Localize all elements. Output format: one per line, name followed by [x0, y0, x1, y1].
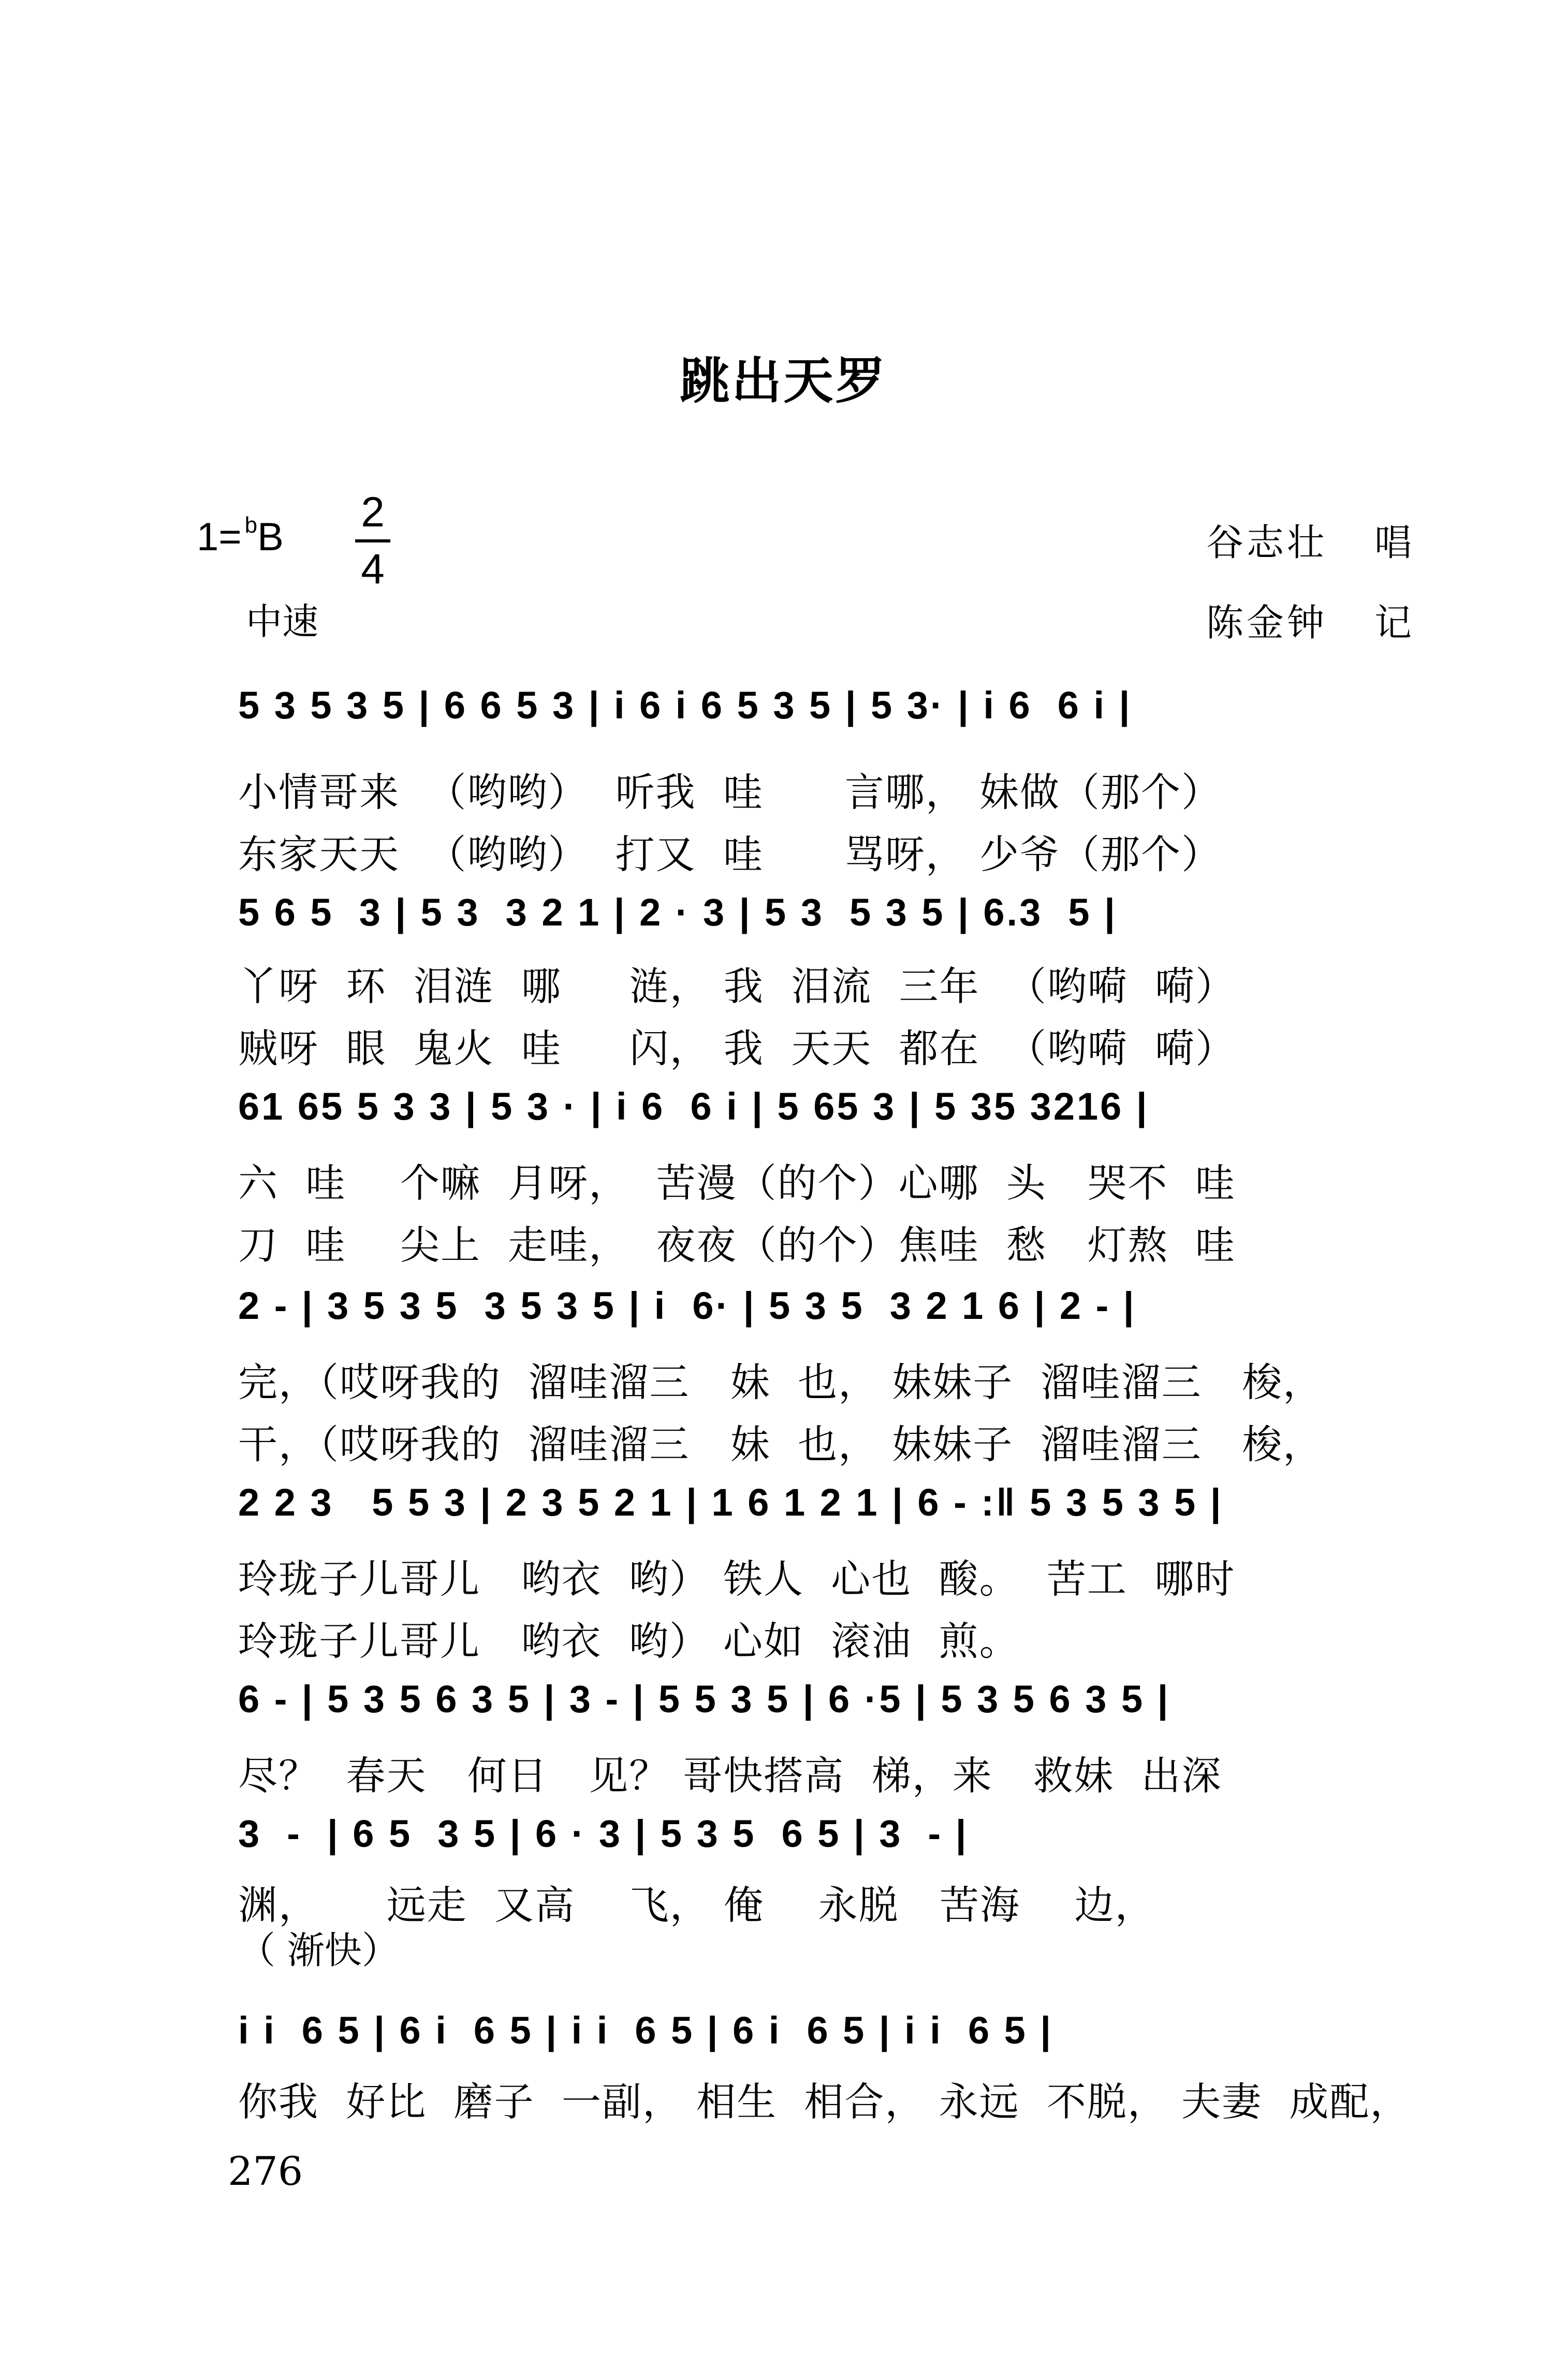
notation-line-3: [238, 1084, 1424, 1157]
lyric-line-4b: 干，（哎呀我的 溜哇溜三 妹 也， 妹妹子 溜哇溜三 梭，: [238, 1421, 1324, 1467]
lyric-line-3b: 刀 哇 尖上 走哇， 夜夜（的个）焦哇 愁 灯熬 哇: [238, 1222, 1236, 1268]
tempo-marking: 中速: [246, 600, 318, 643]
notation-line-4: [238, 1284, 1424, 1356]
notation-text: 5 6 5 3 | 5 3 3 2 1 | 2 · 3 | 5 3 5 3 5 | 6.3 5 |: [238, 891, 1117, 934]
page-number: 276: [228, 2148, 303, 2194]
notation-line-8: [238, 2008, 1424, 2081]
lyric-line-5b: 玲珑子儿哥儿 哟衣 哟） 心如 滚油 煎。: [238, 1618, 1020, 1664]
lyric-line-2b: 贼呀 眼 鬼火 哇 闪， 我 天天 都在 （哟嗬 嗬）: [238, 1025, 1236, 1071]
lyric-line-8: 你我 好比 磨子 一副， 相生 相合， 永远 不脱， 夫妻 成配，: [238, 2079, 1411, 2125]
notation-text: 6 - | 5 3 5 6 3 5 | 3 - | 5 5 3 5 | 6 ·5 | 5 3 5 6 3 5 |: [238, 1678, 1170, 1721]
notation-text: 5 3 5 3 5 | 6 6 5 3 | i 6 i 6 5 3 5 | 5 3· | i 6 6 i |: [238, 684, 1132, 727]
notation-line-7: [238, 1812, 1424, 1884]
key-signature: [197, 512, 284, 560]
song-title: 跳出天罗: [680, 352, 887, 410]
lyric-line-1a: 小情哥来 （哟哟） 听我 哇 言哪， 妹做（那个）: [238, 769, 1222, 815]
lyric-line-3a: 六 哇 个嘛 月呀， 苦漫（的个）心哪 头 哭不 哇: [238, 1160, 1236, 1206]
notation-line-2: [238, 890, 1424, 963]
time-sig-top: 2: [361, 489, 385, 536]
recorder-name: 陈金钟: [1206, 601, 1328, 644]
key-prefix: 1=: [197, 515, 242, 559]
singer-name: 谷志壮: [1206, 521, 1328, 564]
time-sig-bottom: 4: [361, 546, 385, 593]
notation-text: i i 6 5 | 6 i 6 5 | i i 6 5 | 6 i 6 5 | i i 6 5 |: [238, 2009, 1053, 2052]
notation-line-5: [238, 1480, 1424, 1553]
notation-text: 2 2 3 5 5 3 | 2 3 5 2 1 | 1 6 1 2 1 | 6 - :‖ 5 3 5 3 5 |: [238, 1481, 1223, 1524]
lyric-line-5a: 玲珑子儿哥儿 哟衣 哟） 铁人 心也 酸。 苦工 哪时: [238, 1556, 1236, 1602]
lyric-line-2a: 丫呀 环 泪涟 哪 涟， 我 泪流 三年 （哟嗬 嗬）: [238, 963, 1236, 1009]
flat-sign: b: [244, 512, 258, 538]
singer-role: 唱: [1374, 521, 1412, 564]
notation-text: 2 - | 3 5 3 5 3 5 3 5 | i 6· | 5 3 5 3 2 1 6 | 2 - |: [238, 1284, 1136, 1327]
time-signature: [352, 487, 393, 595]
lyric-line-6: 尽？ 春天 何日 见？ 哥快搭高 梯，来 救妹 出深: [238, 1753, 1222, 1799]
notation-line-1: [238, 683, 1424, 756]
lyric-line-7: 渊， 远走 又高 飞， 俺 永脱 苦海 边，: [238, 1882, 1155, 1928]
notation-text: 61 65 5 3 3 | 5 3 · | i 6 6 i | 5 65 3 | 5 35 3216 |: [238, 1085, 1149, 1128]
notation-line-6: [238, 1677, 1424, 1750]
lyric-line-1b: 东家天天 （哟哟） 打又 哇 骂呀， 少爷（那个）: [238, 831, 1222, 877]
notation-text: 3 - | 6 5 3 5 | 6 · 3 | 5 3 5 6 5 | 3 - |: [238, 1812, 969, 1855]
time-sig-bar: [355, 539, 390, 542]
key-note: B: [257, 515, 284, 559]
lyric-line-4a: 完，（哎呀我的 溜哇溜三 妹 也， 妹妹子 溜哇溜三 梭，: [238, 1359, 1324, 1405]
tempo-change: （ 渐快）: [238, 1929, 399, 1972]
recorder-role: 记: [1374, 601, 1412, 644]
